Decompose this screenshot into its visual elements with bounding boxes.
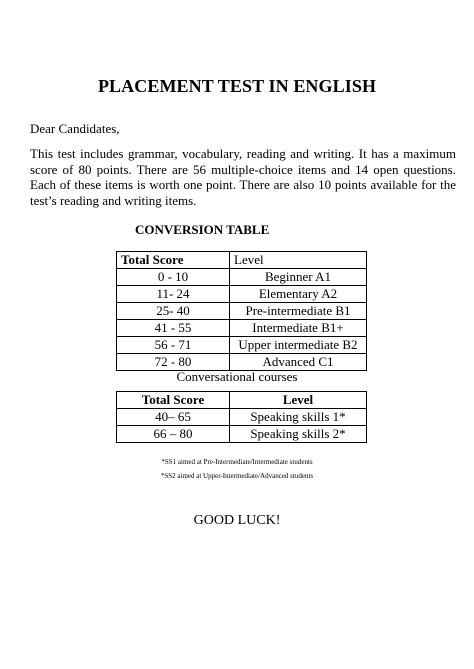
level-cell: Pre-intermediate B1 — [230, 303, 367, 320]
conversion-table-heading: CONVERSION TABLE — [135, 222, 270, 237]
score-cell: 0 - 10 — [117, 269, 230, 286]
level-cell: Intermediate B1+ — [230, 320, 367, 337]
score-cell: 25- 40 — [117, 303, 230, 320]
score-cell: 72 - 80 — [117, 354, 230, 371]
salutation: Dear Candidates, — [30, 121, 120, 136]
table-row — [117, 303, 367, 320]
score-cell: 56 - 71 — [117, 337, 230, 354]
table-header-row — [117, 392, 367, 409]
column-header-total-score: Total Score — [117, 392, 230, 409]
column-header-level: Level — [230, 392, 367, 409]
conversion-table — [116, 251, 367, 371]
table-header-row — [117, 252, 367, 269]
level-cell: Elementary A2 — [230, 286, 367, 303]
conversational-courses-heading: Conversational courses — [176, 369, 298, 384]
level-cell: Beginner A1 — [230, 269, 367, 286]
footnote-ss1: *SS1 aimed at Pre-Intermediate/Intermediate students — [161, 458, 313, 466]
column-header-total-score: Total Score — [117, 252, 230, 269]
conversational-courses-table — [116, 391, 367, 443]
closing-text: GOOD LUCK! — [193, 513, 281, 528]
table-row — [117, 269, 367, 286]
level-cell: Speaking skills 2* — [230, 426, 367, 443]
table-row — [117, 426, 367, 443]
level-cell: Upper intermediate B2 — [230, 337, 367, 354]
intro-paragraph: This test includes grammar, vocabulary, reading and writing. It has a maximum score of 80 points. There are 56 multiple-choice items and 14 open questions. Each of these items is worth one point. There are also 10 points available for the test’s reading and writing items. — [30, 146, 456, 208]
table-row — [117, 354, 367, 371]
table-row — [117, 337, 367, 354]
score-cell: 40– 65 — [117, 409, 230, 426]
table-row — [117, 409, 367, 426]
page-title: PLACEMENT TEST IN ENGLISH — [97, 76, 377, 96]
score-cell: 66 – 80 — [117, 426, 230, 443]
score-cell: 41 - 55 — [117, 320, 230, 337]
score-cell: 11- 24 — [117, 286, 230, 303]
table-row — [117, 286, 367, 303]
column-header-level: Level — [230, 252, 367, 269]
table-row — [117, 320, 367, 337]
footnote-ss2: *SS2 aimed at Upper-Intermediate/Advanced students — [160, 472, 314, 480]
level-cell: Advanced C1 — [230, 354, 367, 371]
level-cell: Speaking skills 1* — [230, 409, 367, 426]
